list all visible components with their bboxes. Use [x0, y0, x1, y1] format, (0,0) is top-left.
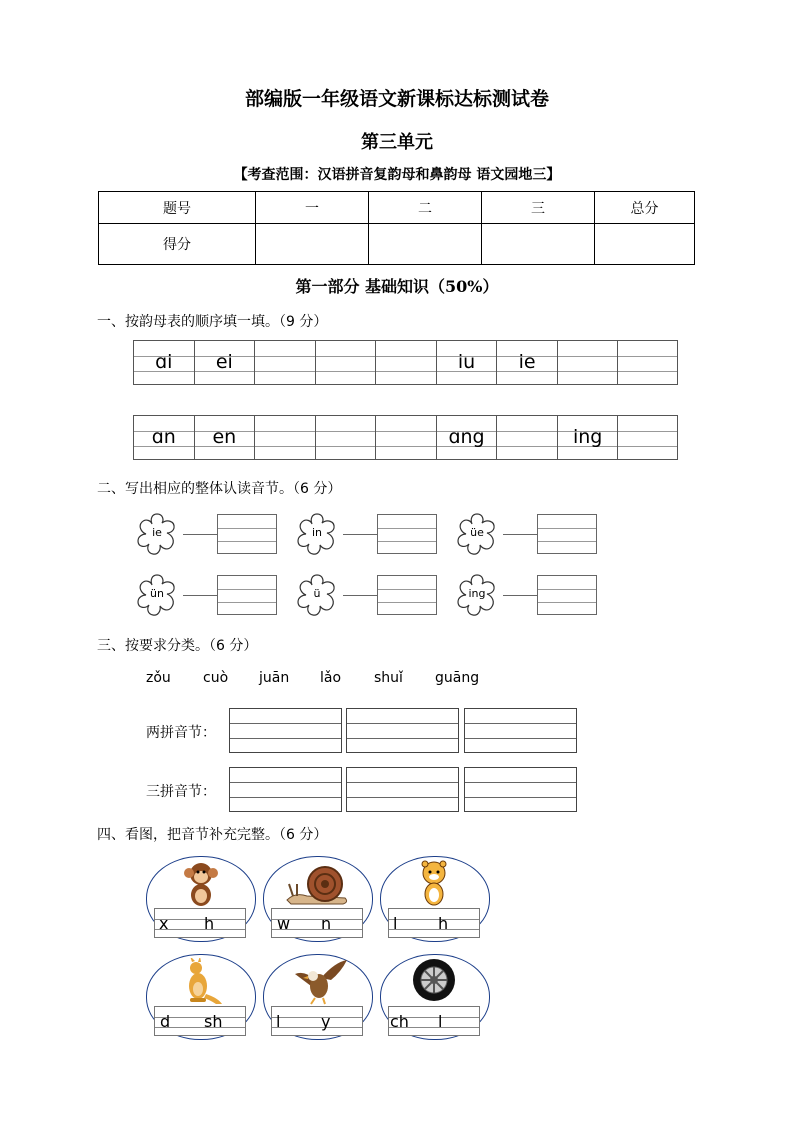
syllable: cuò: [203, 670, 229, 686]
syllable: shuǐ: [374, 670, 403, 686]
answer-box[interactable]: [217, 575, 277, 615]
page-title: 部编版一年级语文新课标达标测试卷: [244, 88, 549, 110]
score-input-cell[interactable]: [256, 224, 369, 265]
flower-icon: [133, 571, 181, 619]
score-header-cell: 二: [369, 192, 482, 224]
q1-title: 一、按韵母表的顺序填一填。（9 分）: [97, 314, 328, 330]
score-header-cell: 总分: [595, 192, 695, 224]
connector-line: [343, 534, 377, 535]
connector-line: [183, 595, 217, 596]
answer-box[interactable]: [217, 514, 277, 554]
final-blank-cell[interactable]: [316, 416, 377, 459]
final-text: en: [212, 426, 237, 448]
monkey-icon: [181, 860, 221, 908]
final-cell: [195, 341, 256, 384]
q3-title: 三、按要求分类。（6 分）: [97, 638, 258, 654]
answer-box[interactable]: [377, 575, 437, 615]
finals-row-2: [133, 415, 678, 460]
q4-title: 四、看图，把音节补充完整。（6 分）: [97, 827, 328, 843]
syllable: juān: [259, 670, 290, 686]
flower-label: ün: [150, 587, 164, 600]
score-header-cell: 三: [482, 192, 595, 224]
tiger-icon: [414, 860, 454, 908]
final-cell: [558, 416, 619, 459]
final-blank-cell[interactable]: [316, 341, 377, 384]
answer-box[interactable]: [229, 708, 342, 753]
final-cell: [437, 416, 498, 459]
final-cell: [497, 341, 558, 384]
flower-icon: [453, 571, 501, 619]
flower-label: ie: [152, 526, 162, 539]
score-row-label: 得分: [99, 224, 256, 265]
score-input-cell[interactable]: [482, 224, 595, 265]
answer-box[interactable]: [346, 708, 459, 753]
picture-card-wheel: ch l: [380, 954, 490, 1040]
connector-line: [503, 595, 537, 596]
answer-box[interactable]: [377, 514, 437, 554]
final-blank-cell[interactable]: [618, 341, 679, 384]
final-text: ing: [572, 426, 603, 448]
final-blank-cell[interactable]: [376, 416, 437, 459]
unit-title: 第三单元: [361, 132, 433, 153]
answer-box[interactable]: [537, 514, 597, 554]
final-blank-cell[interactable]: [558, 341, 619, 384]
label-two-spelling: 两拼音节：: [146, 725, 216, 741]
answer-box[interactable]: [346, 767, 459, 812]
answer-box[interactable]: [464, 767, 577, 812]
connector-line: [183, 534, 217, 535]
final-blank-cell[interactable]: [376, 341, 437, 384]
q2-title: 二、写出相应的整体认读音节。（6 分）: [97, 481, 342, 497]
final-cell: [437, 341, 498, 384]
final-cell: [195, 416, 256, 459]
final-text: ie: [518, 351, 536, 373]
exam-scope: 【考查范围：汉语拼音复韵母和鼻韵母 语文园地三】: [233, 167, 561, 183]
connector-line: [503, 534, 537, 535]
picture-card-kangaroo: d sh: [146, 954, 256, 1040]
final-text: ei: [215, 351, 233, 373]
answer-box[interactable]: [537, 575, 597, 615]
connector-line: [343, 595, 377, 596]
score-input-cell[interactable]: [595, 224, 695, 265]
flower-label: ing: [468, 587, 486, 600]
writing-lines[interactable]: [271, 1006, 363, 1036]
final-text: iu: [457, 351, 476, 373]
score-header-cell: 一: [256, 192, 369, 224]
score-table: [98, 191, 695, 265]
label-three-spelling: 三拼音节：: [146, 784, 216, 800]
part1-title: 第一部分 基础知识（50%）: [295, 277, 499, 296]
final-text: ɑi: [155, 351, 173, 373]
score-input-cell[interactable]: [369, 224, 482, 265]
finals-row-1: [133, 340, 678, 385]
flower-label: in: [311, 526, 323, 539]
picture-card-monkey: x h: [146, 856, 256, 942]
final-text: ɑng: [448, 426, 485, 448]
flower-icon: [133, 510, 181, 558]
final-blank-cell[interactable]: [618, 416, 679, 459]
final-blank-cell[interactable]: [255, 341, 316, 384]
final-text: ɑn: [151, 426, 176, 448]
syllable: guāng: [435, 670, 480, 686]
flower-icon: [453, 510, 501, 558]
final-cell: [134, 341, 195, 384]
kangaroo-icon: [176, 958, 224, 1006]
answer-box[interactable]: [464, 708, 577, 753]
picture-card-eagle: l y: [263, 954, 373, 1040]
writing-lines[interactable]: [388, 908, 480, 938]
wheel-icon: [412, 958, 456, 1002]
flower-icon: [293, 510, 341, 558]
final-blank-cell[interactable]: [497, 416, 558, 459]
flower-label: üe: [470, 526, 484, 539]
score-header-cell: 题号: [99, 192, 256, 224]
snail-icon: [285, 862, 351, 906]
picture-card-snail: w n: [263, 856, 373, 942]
syllable: lǎo: [320, 670, 342, 686]
final-cell: [134, 416, 195, 459]
eagle-icon: [291, 958, 347, 1006]
picture-card-tiger: l h: [380, 856, 490, 942]
flower-icon: [293, 571, 341, 619]
final-blank-cell[interactable]: [255, 416, 316, 459]
flower-label: ü: [313, 587, 321, 600]
answer-box[interactable]: [229, 767, 342, 812]
syllable: zǒu: [146, 670, 171, 686]
